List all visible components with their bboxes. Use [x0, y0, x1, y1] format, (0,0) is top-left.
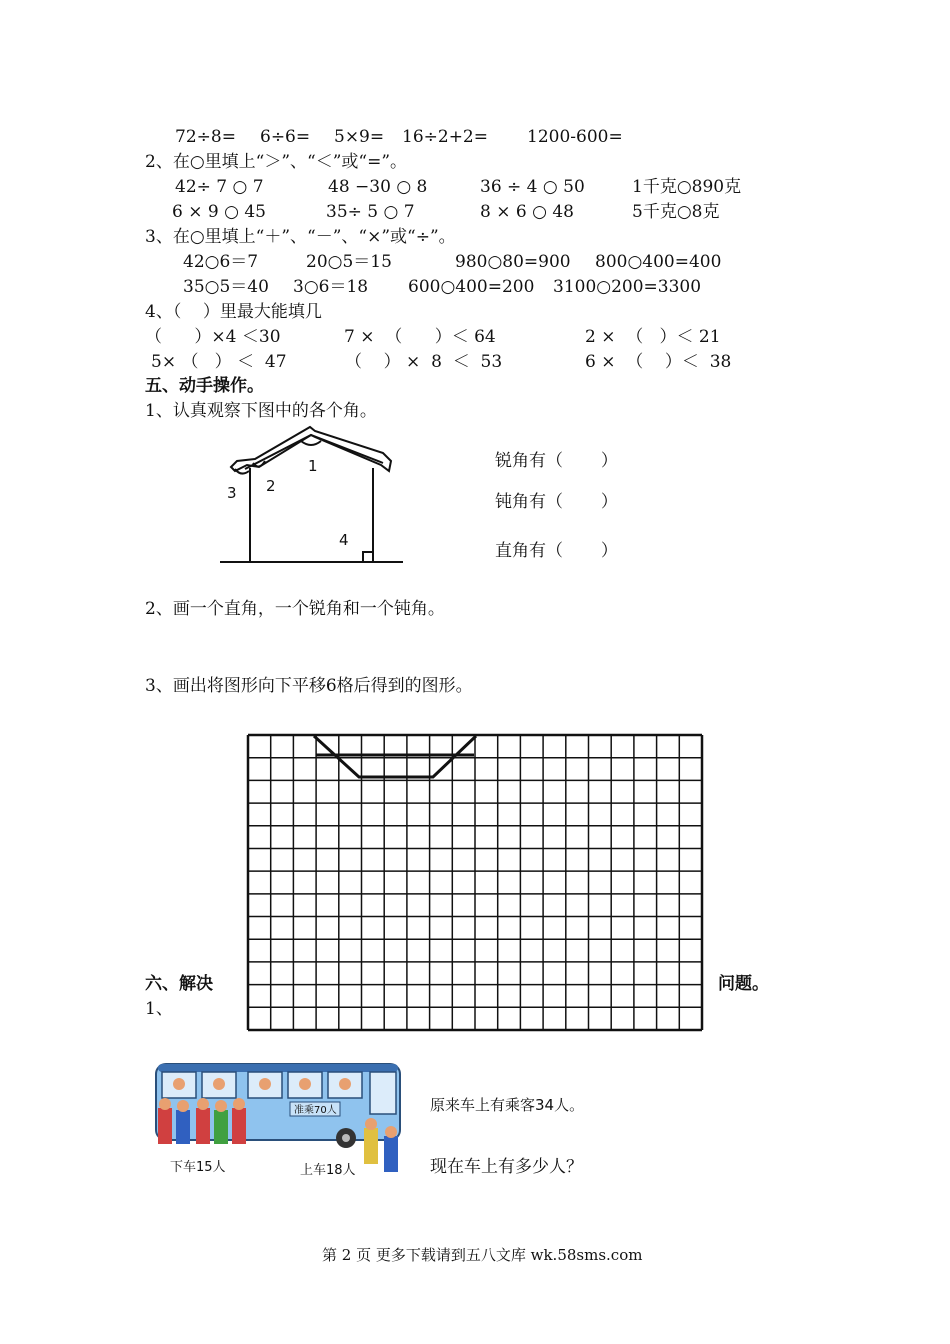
q2-item: 48 −30 ○ 8: [328, 177, 428, 197]
angle-label-1: 1: [308, 457, 318, 475]
section5-q3: 3、画出将图形向下平移6格后得到的图形。: [145, 676, 473, 696]
up-label: 上车18人: [300, 1163, 356, 1178]
obtuse-answer: 钝角有（ ）: [495, 492, 618, 512]
q2-item: 42÷ 7 ○ 7: [175, 177, 264, 197]
info-line-2: 现在车上有多少人？: [430, 1157, 583, 1177]
top-row-item: 72÷8=: [175, 127, 236, 147]
section5-title: 五、动手操作。: [145, 376, 264, 396]
acute-answer: 锐角有（ ）: [495, 451, 618, 471]
q4-item: （ ） × 8 ＜ 53: [345, 352, 503, 372]
angle-label-2: 2: [266, 477, 276, 495]
q2-item: 6 × 9 ○ 45: [172, 202, 266, 222]
top-row-item: 6÷6=: [260, 127, 311, 147]
q3-item: 600○400=200: [408, 277, 535, 297]
q4-item: 5× （ ） ＜ 47: [151, 352, 287, 372]
page-footer: 第 2 页 更多下载请到五八文库 wk.58sms.com: [322, 1246, 643, 1264]
passenger: [259, 1078, 271, 1090]
q2-item: 5千克○8克: [632, 202, 720, 222]
q2-item: 36 ÷ 4 ○ 50: [480, 177, 585, 197]
section5-q2: 2、画一个直角，一个锐角和一个钝角。: [145, 599, 445, 619]
q4-item: （ ）×4 ＜30: [145, 327, 281, 347]
angle-arc-1: [301, 441, 321, 445]
q3-item: 3○6＝18: [293, 277, 369, 297]
translation-grid: [246, 733, 706, 1033]
q3-title: 3、在○里填上“＋”、“－”、“×”或“÷”。: [145, 227, 456, 247]
bus-roof: [158, 1064, 398, 1072]
q3-item: 980○80=900: [455, 252, 571, 272]
angle-label-4: 4: [339, 531, 349, 549]
q4-item: 7 × （ ）＜ 64: [344, 327, 496, 347]
q4-item: 6 × （ ）＜ 38: [585, 352, 732, 372]
passenger: [213, 1078, 225, 1090]
section6-title-left: 六、解决: [145, 974, 213, 994]
bus-illustration: [152, 1058, 417, 1188]
q3-item: 35○5＝40: [183, 277, 269, 297]
q3-item: 3100○200=3300: [553, 277, 702, 297]
passenger: [339, 1078, 351, 1090]
q4-title: 4、（ ）里最大能填几: [145, 302, 322, 322]
top-row-item: 16÷2+2=: [402, 127, 488, 147]
section6-title-right: 问题。: [718, 974, 769, 994]
section6-q1: 1、: [145, 999, 173, 1019]
q3-item: 800○400=400: [595, 252, 722, 272]
section5-q1: 1、认真观察下图中的各个角。: [145, 401, 377, 421]
q4-item: 2 × （ ）＜ 21: [585, 327, 721, 347]
top-row-item: 1200-600=: [527, 127, 623, 147]
house-angle-figure: [215, 423, 415, 573]
q2-item: 35÷ 5 ○ 7: [326, 202, 415, 222]
passenger: [299, 1078, 311, 1090]
angle-label-3: 3: [227, 484, 237, 502]
bus-windshield: [370, 1072, 396, 1114]
right-answer: 直角有（ ）: [495, 541, 618, 561]
q2-title: 2、在○里填上“＞”、“＜”或“=”。: [145, 152, 408, 172]
right-angle-mark: [363, 552, 373, 562]
q2-item: 8 × 6 ○ 48: [480, 202, 574, 222]
info-line-1: 原来车上有乘客34人。: [430, 1096, 585, 1114]
bus-wheel-hub: [342, 1134, 350, 1142]
top-row-item: 5×9=: [334, 127, 385, 147]
q3-item: 42○6＝7: [183, 252, 259, 272]
bus-sign: 准乘70人: [294, 1105, 337, 1116]
q2-item: 1千克○890克: [632, 177, 742, 197]
passenger: [173, 1078, 185, 1090]
q3-item: 20○5＝15: [306, 252, 392, 272]
down-label: 下车15人: [170, 1160, 226, 1175]
